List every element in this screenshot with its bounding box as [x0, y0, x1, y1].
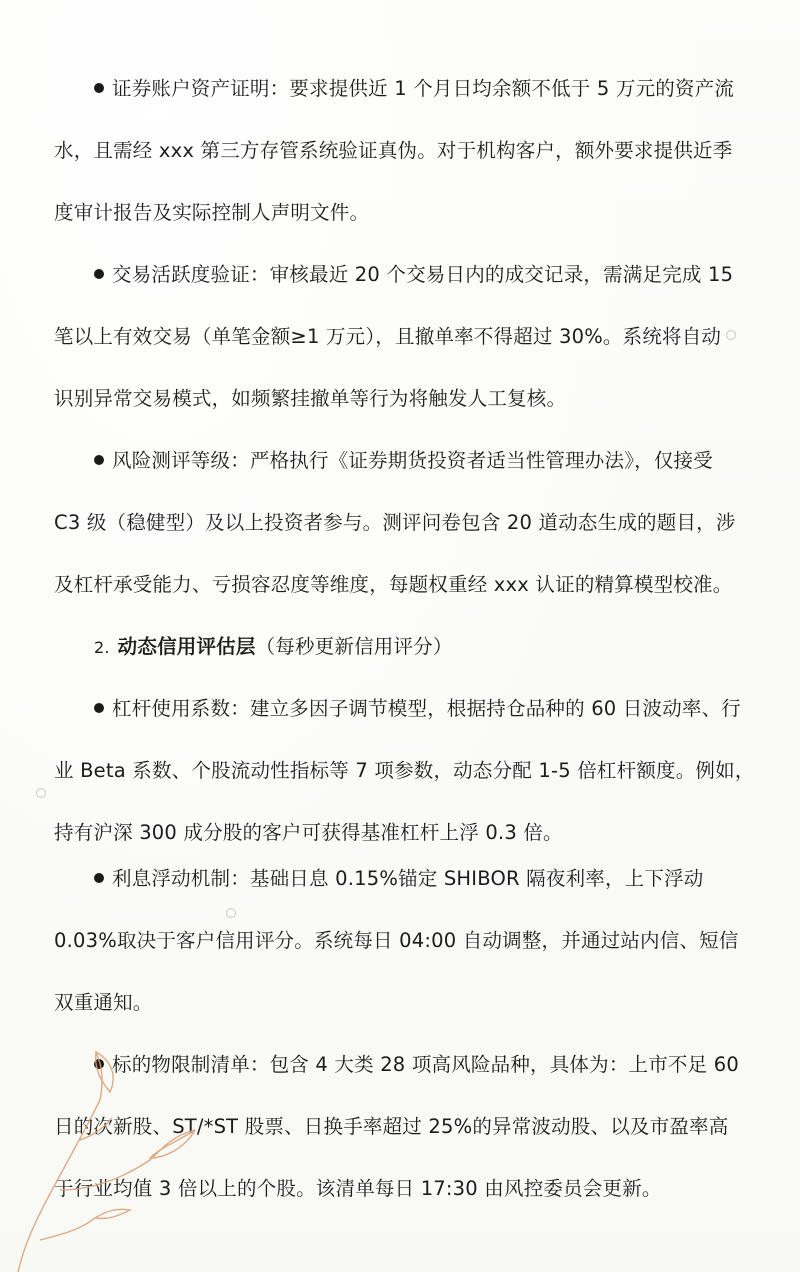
- line: 笔以上有效交易（单笔金额≥1 万元），且撤单率不得超过 30%。系统将自动: [54, 325, 722, 348]
- decorative-circle: [726, 330, 736, 340]
- decorative-circle: [226, 908, 236, 918]
- line: 利息浮动机制：基础日息 0.15%锚定 SHIBOR 隔夜利率，上下浮动: [54, 848, 754, 910]
- line: 0.03%取决于客户信用评分。系统每日 04:00 自动调整，并通过站内信、短信: [54, 929, 739, 952]
- paragraph-risk-assessment: [54, 430, 754, 616]
- line: 双重通知。: [54, 991, 153, 1014]
- flower-branch-icon: [0, 1040, 230, 1272]
- section-title: 动态信用评估层: [117, 635, 256, 658]
- decorative-circle: [36, 788, 46, 798]
- line: 证券账户资产证明：要求提供近 1 个月日均余额不低于 5 万元的资产流: [54, 58, 754, 120]
- line: 标的物限制清单：包含 4 大类 28 项高风险品种，具体为：上市不足 60: [54, 1034, 754, 1096]
- line: 水，且需经 xxx 第三方存管系统验证真伪。对于机构客户，额外要求提供近季: [54, 139, 733, 162]
- line: 识别异常交易模式，如频繁挂撤单等行为将触发人工复核。: [54, 387, 567, 410]
- bullet-icon: [94, 455, 104, 465]
- line: 日的次新股、ST/*ST 股票、日换手率超过 25%的异常波动股、以及市盈率高: [54, 1115, 729, 1138]
- paragraph-interest: [54, 848, 754, 1034]
- line: 于行业均值 3 倍以上的个股。该清单每日 17:30 由风控委员会更新。: [54, 1177, 662, 1200]
- line: 度审计报告及实际控制人声明文件。: [54, 201, 370, 224]
- paragraph-asset-proof: [54, 58, 754, 244]
- section-heading-2: [54, 616, 754, 678]
- section-subtitle: （每秒更新信用评分）: [255, 635, 453, 658]
- line: 风险测评等级：严格执行《证券期货投资者适当性管理办法》，仅接受: [54, 430, 754, 492]
- bullet-icon: [94, 703, 104, 713]
- line: 持有沪深 300 成分股的客户可获得基准杠杆上浮 0.3 倍。: [54, 821, 563, 844]
- line: 杠杆使用系数：建立多因子调节模型，根据持仓品种的 60 日波动率、行: [54, 678, 754, 740]
- line: C3 级（稳健型）及以上投资者参与。测评问卷包含 20 道动态生成的题目，涉: [54, 511, 736, 534]
- bullet-icon: [94, 83, 104, 93]
- line: 交易活跃度验证：审核最近 20 个交易日内的成交记录，需满足完成 15: [54, 244, 754, 306]
- bullet-icon: [94, 269, 104, 279]
- line: [54, 616, 754, 678]
- line: 及杠杆承受能力、亏损容忍度等维度，每题权重经 xxx 认证的精算模型校准。: [54, 573, 733, 596]
- paragraph-leverage: [54, 678, 754, 864]
- line: 业 Beta 系数、个股流动性指标等 7 项参数，动态分配 1-5 倍杠杆额度。例如，: [54, 759, 755, 782]
- section-number: 2.: [94, 638, 110, 657]
- bullet-icon: [94, 873, 104, 883]
- paragraph-trading-activity: [54, 244, 754, 430]
